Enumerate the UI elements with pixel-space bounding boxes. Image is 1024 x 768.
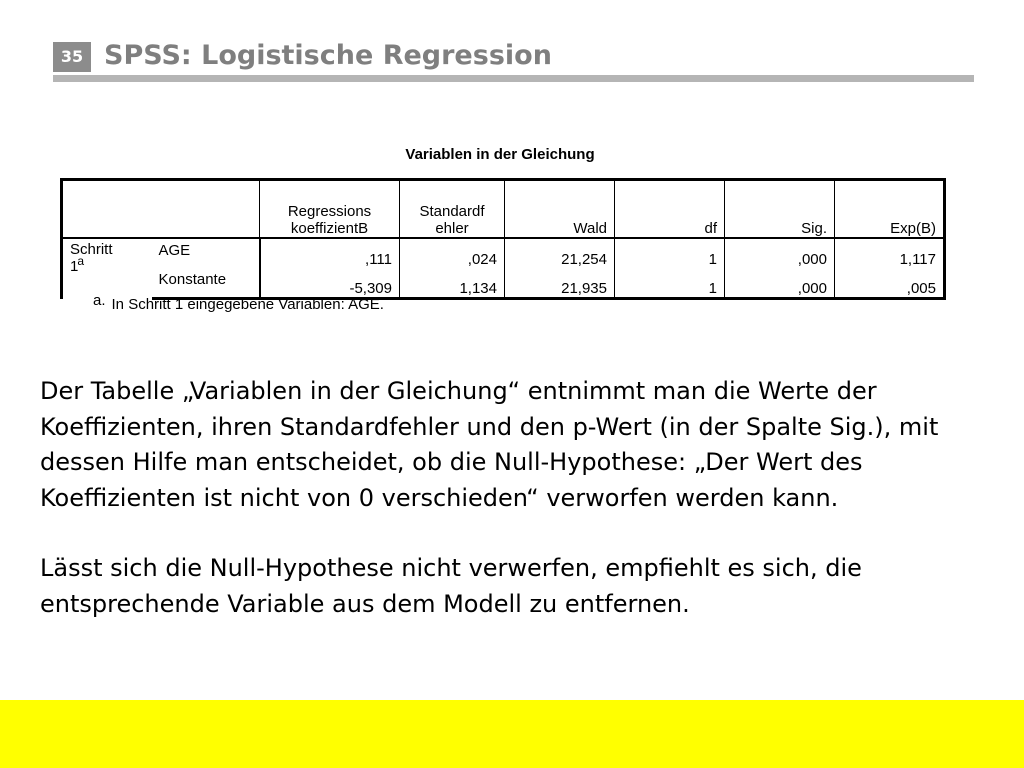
cell-expb: 1,117 xyxy=(835,238,945,268)
header-df: df xyxy=(615,180,725,239)
cell-b: -5,309 xyxy=(260,268,400,299)
table-caption: Variablen in der Gleichung xyxy=(405,146,595,163)
table-row xyxy=(62,268,945,299)
header-coefficient-line2: koeffizientB xyxy=(290,220,369,237)
footer-accent-bar xyxy=(0,700,1024,768)
table-header-row xyxy=(62,180,945,239)
header-empty-cell xyxy=(152,180,260,239)
footnote-mark: a. xyxy=(93,292,106,309)
header-coefficient-line1: Regressions xyxy=(287,203,372,220)
paragraph-2: Lässt sich die Null-Hypothese nicht verwerfen, empfiehlt es sich, die entsprechende Variable aus dem Modell zu entfernen. xyxy=(40,554,862,618)
step-label: Schritt xyxy=(70,241,113,258)
header-empty-cell xyxy=(62,180,152,239)
row-variable: Konstante xyxy=(152,268,260,299)
cell-expb: ,005 xyxy=(835,268,945,299)
header-se-line1: Standardf xyxy=(419,203,485,220)
cell-wald: 21,254 xyxy=(505,238,615,268)
header-se-line2: ehler xyxy=(435,220,469,237)
step-cell xyxy=(62,238,152,299)
title-underline xyxy=(53,75,974,82)
slide-title: SPSS: Logistische Regression xyxy=(104,40,552,71)
header-sig: Sig. xyxy=(725,180,835,239)
header-expb: Exp(B) xyxy=(835,180,945,239)
step-superscript: a xyxy=(77,254,85,268)
cell-df: 1 xyxy=(615,238,725,268)
cell-sig: ,000 xyxy=(725,268,835,299)
header-standard-error xyxy=(400,180,505,239)
paragraph-1: Der Tabelle „Variablen in der Gleichung“ entnimmt man die Werte der Koeffizienten, ihren Standardfehler und den p-Wert (in der Spalte Sig.), mit dessen Hilfe man entscheidet, ob die Null-Hypothese: „Der Wert des Koeffizienten ist nicht von 0 verschieden“ verworfen werden kann. xyxy=(40,377,939,512)
cell-se: 1,134 xyxy=(400,268,505,299)
cell-wald: 21,935 xyxy=(505,268,615,299)
header-wald: Wald xyxy=(505,180,615,239)
table-row xyxy=(62,238,945,268)
body-text xyxy=(40,374,990,657)
header-coefficient xyxy=(260,180,400,239)
coefficients-table xyxy=(60,178,946,300)
cell-se: ,024 xyxy=(400,238,505,268)
slide-number-badge: 35 xyxy=(53,42,91,72)
cell-b: ,111 xyxy=(260,238,400,268)
cell-df: 1 xyxy=(615,268,725,299)
table-footnote xyxy=(93,292,384,313)
footnote-text: In Schritt 1 eingegebene Variablen: AGE. xyxy=(111,296,384,313)
cell-sig: ,000 xyxy=(725,238,835,268)
step-number: 1 xyxy=(70,258,79,275)
row-variable: AGE xyxy=(152,238,260,268)
